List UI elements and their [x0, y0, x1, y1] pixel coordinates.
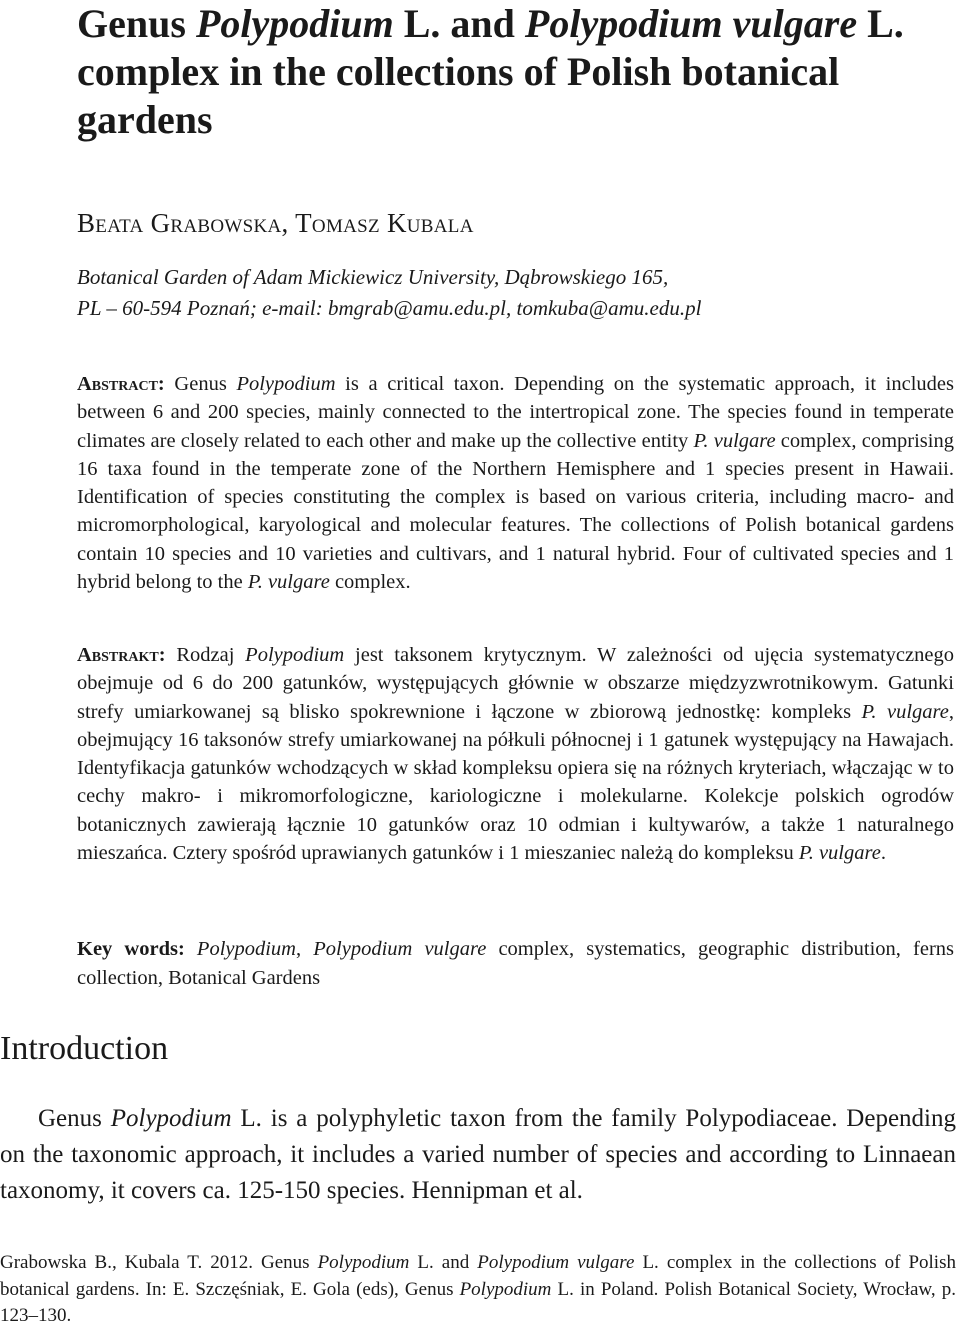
introduction-paragraph: Genus Polypodium L. is a polyphyletic taxon from the family Polypodiaceae. Depending on the taxonomic approach, it includes a varied number of species and according to Linnaean taxonomy, it covers ca. 125-150 species. Hennipman et al.	[0, 1105, 956, 1204]
citation-footer: Grabowska B., Kubala T. 2012. Genus Polypodium L. and Polypodium vulgare L. complex in the collections of Polish botanical gardens. In: E. Szczęśniak, E. Gola (eds), Genus Polypodium L. in Poland. Polish Botanical Society, Wrocław, p. 123–130.	[0, 1252, 956, 1326]
keywords: Key words: Polypodium, Polypodium vulgare complex, systematics, geographic distribution, ferns collection, Botanical Gardens	[77, 938, 955, 989]
abstrakt-label: Abstrakt:	[77, 644, 166, 666]
section-heading-introduction: Introduction	[0, 1030, 169, 1067]
affiliation: Botanical Garden of Adam Mickiewicz University, Dąbrowskiego 165, PL – 60-594 Poznań; e-mail: bmgrab@amu.edu.pl, tomkuba@amu.edu.pl	[77, 265, 702, 320]
abstract-polish: Abstrakt: Rodzaj Polypodium jest taksonem krytycznym. W zależności od ujęcia systematycznego obejmuje od 6 do 200 gatunków, występujących głównie w obszarze międzyzwrotnikowym. Gatunki strefy umiarkowanej są blisko spokrewnione i łączone w zbiorową jednostkę: kompleks P. vulgare, obejmujący 16 taksonów strefy umiarkowanej na półkuli północnej i 1 gatunek występujący na Hawajach. Identyfikacja gatunków wchodzących w skład kompleksu opiera się na różnych kryteriach, włączając w to cechy makro- i mikromorfologiczne, kariologiczne i molekularne. Kolekcje polskich ogrodów botanicznych zawierają łącznie 10 gatunków oraz 10 odmian i kultywarów, a także 1 naturalnego mieszańca. Cztery spośród uprawianych gatunków i 1 mieszaniec należą do kompleksu P. vulgare.	[77, 644, 954, 865]
keywords-label: Key words:	[77, 938, 185, 960]
abstract-english: Abstract: Genus Polypodium is a critical taxon. Depending on the systematic approach, it includes between 6 and 200 species, mainly connected to the intertropical zone. The species found in temperate climates are closely related to each other and make up the collective entity P. vulgare complex, comprising 16 taxa found in the temperate zone of the Northern Hemisphere and 1 species present in Hawaii. Identification of species constituting the complex is based on various criteria, including macro- and micromorphological, karyological and molecular features. The collections of Polish botanical gardens contain 10 species and 10 varieties and cultivars, and 1 natural hybrid. Four of cultivated species and 1 hybrid belong to the P. vulgare complex.	[77, 373, 954, 594]
authors: Beata Grabowska, Tomasz Kubala	[77, 208, 474, 238]
abstract-label: Abstract:	[77, 373, 165, 395]
paper-title: Genus Polypodium L. and Polypodium vulgare L. complex in the collections of Polish botanical gardens	[77, 1, 904, 142]
